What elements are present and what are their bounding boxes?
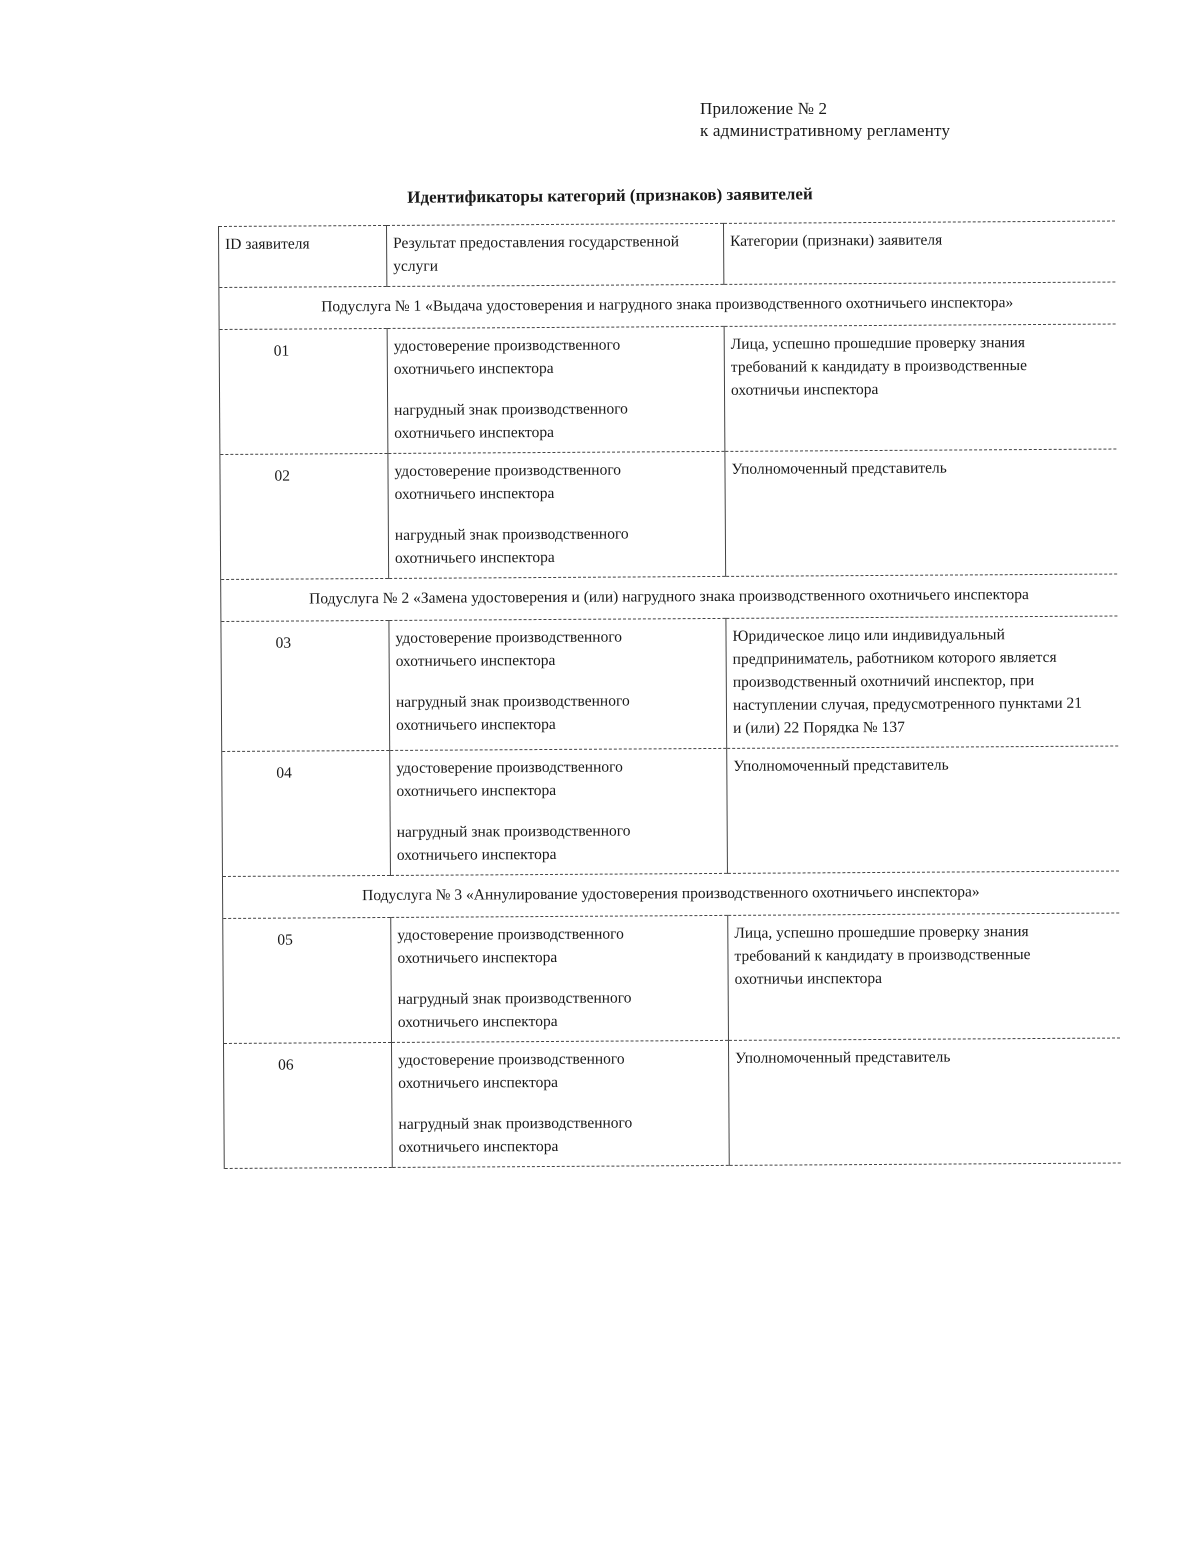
result-cell xyxy=(390,748,728,875)
subservice-row xyxy=(222,871,1118,918)
result-item: нагрудный знак производственного охотничьего инспектора xyxy=(396,822,631,864)
header-result: Результат предоставления государственной услуги xyxy=(386,223,723,286)
document-title: Идентификаторы категорий (признаков) заявителей xyxy=(407,184,813,207)
applicant-categories-table xyxy=(218,221,1120,1169)
category-cell: Уполномоченный представитель xyxy=(727,746,1119,873)
table-row xyxy=(220,449,1117,579)
result-cell xyxy=(387,326,725,453)
header-id: ID заявителя xyxy=(219,225,387,287)
subservice-row xyxy=(219,282,1115,329)
table-row xyxy=(223,913,1120,1043)
result-item: удостоверение производственного охотничьего инспектора xyxy=(397,925,624,967)
appendix-line-1: Приложение № 2 xyxy=(700,99,828,118)
result-item: нагрудный знак производственного охотничьего инспектора xyxy=(395,692,630,734)
result-cell xyxy=(388,451,726,578)
subservice-title: Подуслуга № 1 «Выдача удостоверения и нагрудного знака производственного охотничьего инспектора» xyxy=(219,282,1115,329)
category-cell: Уполномоченный представитель xyxy=(725,449,1117,576)
table-row xyxy=(222,746,1119,876)
result-item: нагрудный знак производственного охотничьего инспектора xyxy=(394,525,629,567)
result-item: удостоверение производственного охотничьего инспектора xyxy=(393,336,621,378)
applicant-id: 05 xyxy=(223,917,392,1043)
subservice-row xyxy=(221,574,1117,621)
category-cell: Лица, успешно прошедшие проверку знания требований к кандидату в производственные охотничьи инспектора xyxy=(724,324,1116,451)
applicant-id: 06 xyxy=(223,1042,392,1168)
category-cell: Уполномоченный представитель xyxy=(728,1038,1120,1165)
result-item: удостоверение производственного охотничьего инспектора xyxy=(395,628,623,670)
result-cell xyxy=(391,1040,729,1167)
header-category: Категории (признаки) заявителя xyxy=(723,221,1114,284)
result-item: удостоверение производственного охотничьего инспектора xyxy=(398,1050,625,1092)
table-header-row xyxy=(219,221,1115,287)
result-cell xyxy=(391,915,729,1042)
appendix-line-2: к административному регламенту xyxy=(700,121,951,140)
applicant-id: 02 xyxy=(220,453,389,579)
subservice-title: Подуслуга № 3 «Аннулирование удостоверения производственного охотничьего инспектора» xyxy=(222,871,1118,918)
applicant-id: 01 xyxy=(219,328,388,454)
applicant-id: 04 xyxy=(222,750,391,876)
subservice-title: Подуслуга № 2 «Замена удостоверения и (или) нагрудного знака производственного охотничьего инспектора xyxy=(221,574,1117,621)
result-cell xyxy=(389,618,727,750)
applicant-id: 03 xyxy=(221,620,390,751)
result-item: нагрудный знак производственного охотничьего инспектора xyxy=(398,1114,633,1156)
category-cell: Юридическое лицо или индивидуальный предприниматель, работником которого является производственный охотничий инспектор, при наступлении случая, предусмотренного пунктами 21 и (или) 22 Порядка № 137 xyxy=(726,616,1118,748)
appendix-note xyxy=(700,98,950,142)
result-item: удостоверение производственного охотничьего инспектора xyxy=(396,758,623,800)
table-row xyxy=(221,616,1118,751)
result-item: удостоверение производственного охотничьего инспектора xyxy=(394,461,622,503)
result-item: нагрудный знак производственного охотничьего инспектора xyxy=(397,989,632,1031)
category-cell: Лица, успешно прошедшие проверку знания требований к кандидату в производственные охотничьи инспектора xyxy=(728,913,1120,1040)
table-row xyxy=(219,324,1116,454)
result-item: нагрудный знак производственного охотничьего инспектора xyxy=(394,400,628,442)
table-row xyxy=(223,1038,1120,1168)
